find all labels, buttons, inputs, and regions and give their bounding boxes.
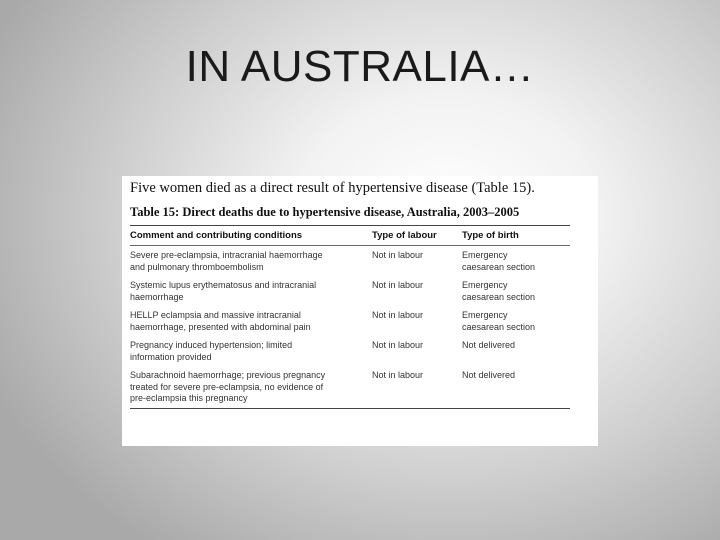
cell-labour: Not in labour (372, 250, 424, 260)
cell-comment: HELLP eclampsia and massive intracranial haemorrhage, presented with abdominal pain (130, 310, 311, 332)
cell-comment: Subarachnoid haemorrhage; previous pregnancy treated for severe pre-eclampsia, no evidence of pre-eclampsia this pregnancy (130, 370, 326, 403)
cell-labour: Not in labour (372, 310, 424, 320)
slide-title: IN AUSTRALIA… (185, 42, 535, 91)
column-header-labour: Type of labour (372, 230, 437, 241)
cell-birth: Emergency caesarean section (462, 280, 536, 302)
cell-birth: Emergency caesarean section (462, 250, 536, 272)
cell-comment: Pregnancy induced hypertension; limited information provided (130, 340, 293, 362)
table-row (130, 336, 570, 366)
cell-labour: Not in labour (372, 280, 424, 290)
cell-labour: Not in labour (372, 340, 424, 350)
cell-comment: Systemic lupus erythematosus and intracranial haemorrhage (130, 280, 317, 302)
table-caption: Table 15: Direct deaths due to hypertensive disease, Australia, 2003–2005 (130, 205, 520, 219)
table-row (130, 366, 570, 408)
cell-birth: Emergency caesarean section (462, 310, 536, 332)
document-excerpt (122, 176, 598, 446)
column-header-birth: Type of birth (462, 230, 519, 241)
intro-text: Five women died as a direct result of hypertensive disease (Table 15). (130, 180, 535, 196)
table-row (130, 276, 570, 306)
cell-comment: Severe pre-eclampsia, intracranial haemorrhage and pulmonary thromboembolism (130, 250, 323, 272)
table-row (130, 246, 570, 277)
cell-birth: Not delivered (462, 340, 516, 350)
deaths-table (130, 225, 570, 409)
column-header-comment: Comment and contributing conditions (130, 230, 303, 241)
table-row (130, 306, 570, 336)
cell-birth: Not delivered (462, 370, 516, 380)
table-header-row (130, 226, 570, 246)
cell-labour: Not in labour (372, 370, 424, 380)
